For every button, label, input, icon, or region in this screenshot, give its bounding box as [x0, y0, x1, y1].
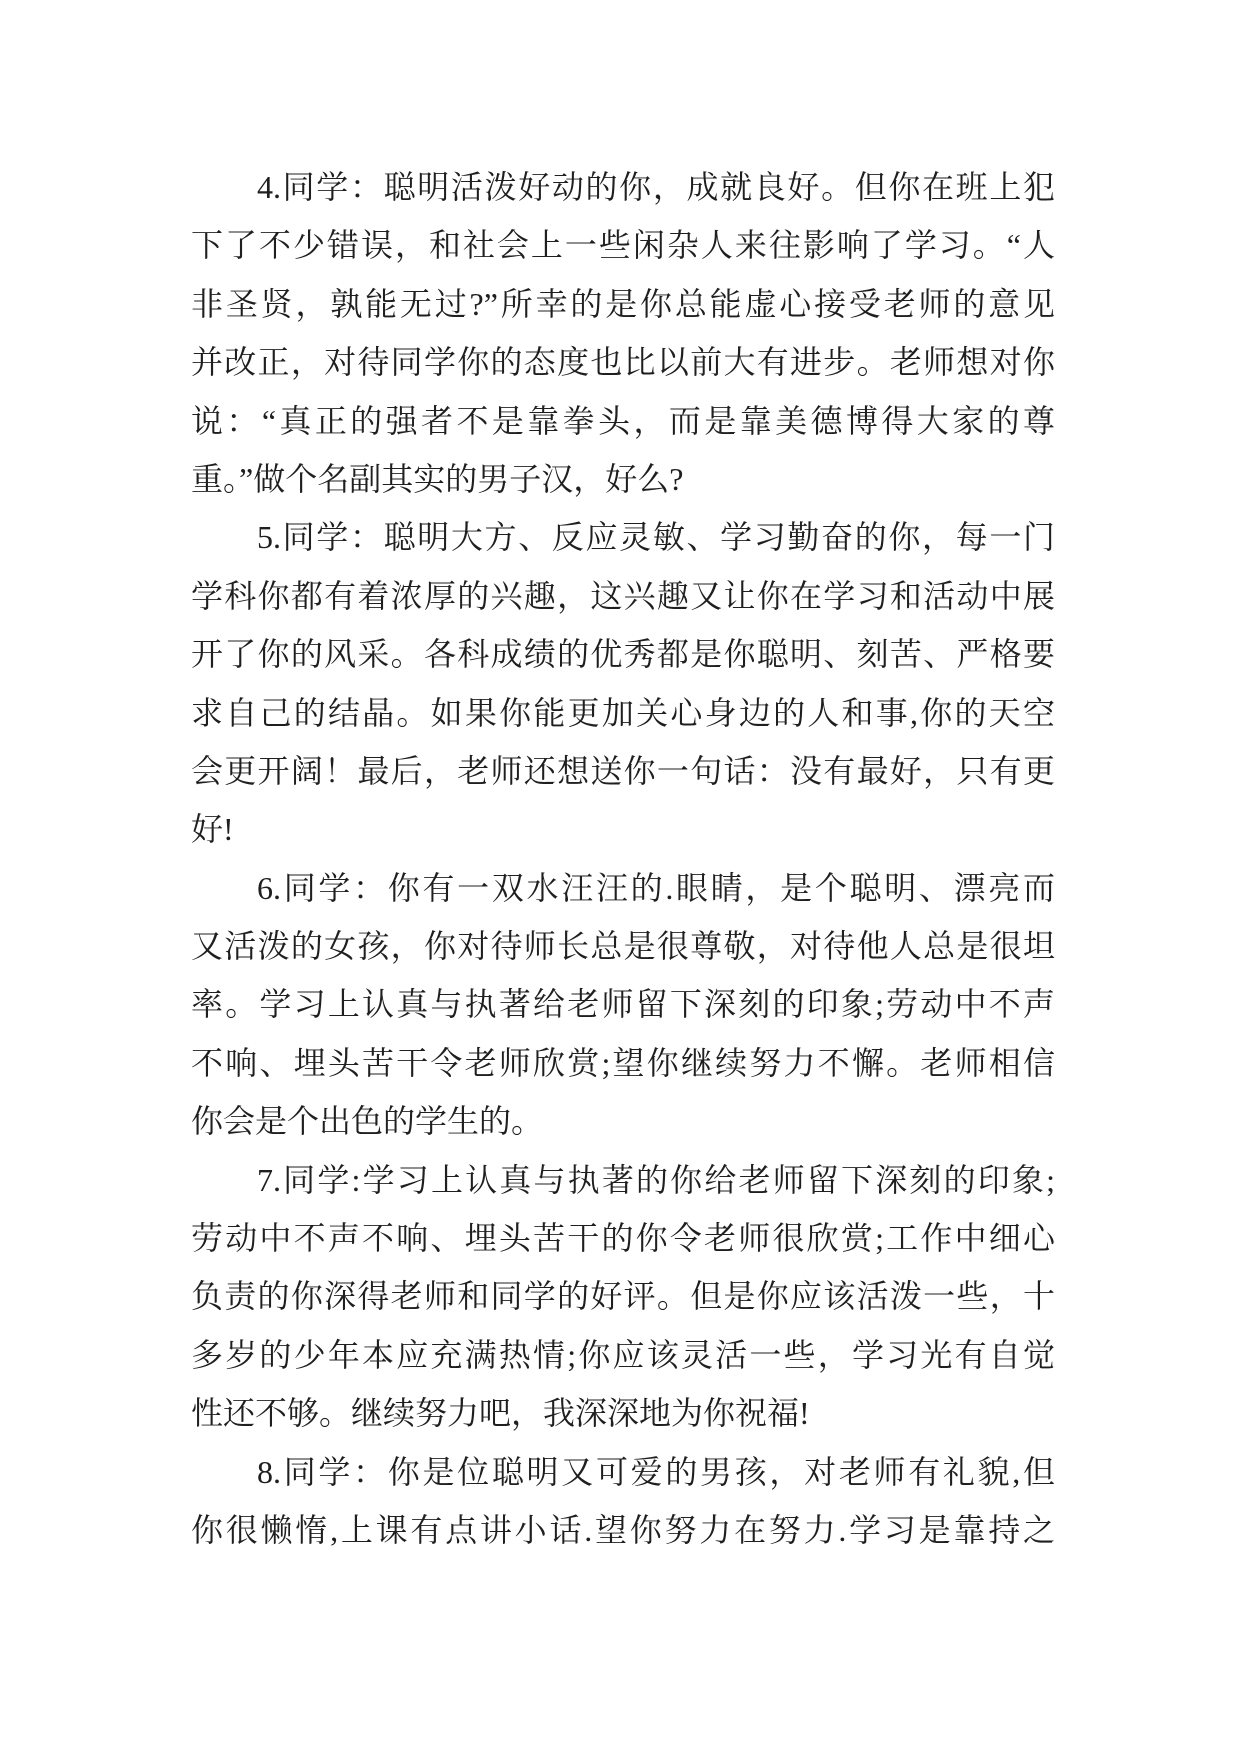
text-line: 会更开阔！最后，老师还想送你一句话：没有最好，只有更 [191, 752, 1055, 789]
text-line: 好! [191, 811, 234, 848]
text-line: 性还不够。继续努力吧，我深深地为你祝福! [191, 1395, 810, 1432]
text-line: 非圣贤，孰能无过?”所幸的是你总能虚心接受老师的意见 [191, 285, 1055, 322]
text-line: 你会是个出色的学生的。 [191, 1103, 544, 1140]
text-line: 率。学习上认真与执著给老师留下深刻的印象;劳动中不声 [191, 986, 1055, 1023]
text-line: 下了不少错误，和社会上一些闲杂人来往影响了学习。“人 [191, 227, 1055, 264]
text-line: 多岁的少年本应充满热情;你应该灵活一些，学习光有自觉 [191, 1336, 1055, 1373]
text-line: 说：“真正的强者不是靠拳头，而是靠美德博得大家的尊 [191, 402, 1055, 439]
paragraph-6 [191, 859, 1055, 1151]
text-line: 求自己的结晶。如果你能更加关心身边的人和事,你的天空 [191, 694, 1055, 731]
text-line: 5.同学：聪明大方、反应灵敏、学习勤奋的你，每一门 [257, 519, 1055, 556]
paragraph-8 [191, 1443, 1055, 1560]
text-line: 重。”做个名副其实的男子汉，好么? [191, 460, 684, 497]
text-line: 不响、埋头苦干令老师欣赏;望你继续努力不懈。老师相信 [191, 1044, 1055, 1081]
paragraph-4 [191, 158, 1055, 508]
text-line: 并改正，对待同学你的态度也比以前大有进步。老师想对你 [191, 344, 1055, 381]
text-line: 6.同学：你有一双水汪汪的.眼睛，是个聪明、漂亮而 [257, 869, 1055, 906]
paragraph-5 [191, 508, 1055, 858]
text-line: 又活泼的女孩，你对待师长总是很尊敬，对待他人总是很坦 [191, 928, 1055, 965]
text-line: 劳动中不声不响、埋头苦干的你令老师很欣赏;工作中细心 [191, 1220, 1055, 1257]
paragraph-7 [191, 1151, 1055, 1443]
text-line: 负责的你深得老师和同学的好评。但是你应该活泼一些，十 [191, 1278, 1055, 1315]
text-line: 你很懒惰,上课有点讲小话.望你努力在努力.学习是靠持之 [191, 1511, 1055, 1548]
text-line: 7.同学:学习上认真与执著的你给老师留下深刻的印象; [257, 1161, 1055, 1198]
text-line: 开了你的风采。各科成绩的优秀都是你聪明、刻苦、严格要 [191, 636, 1055, 673]
text-line: 4.同学：聪明活泼好动的你，成就良好。但你在班上犯 [257, 169, 1055, 205]
document-body [191, 158, 1055, 1559]
text-line: 学科你都有着浓厚的兴趣，这兴趣又让你在学习和活动中展 [191, 577, 1055, 614]
text-line: 8.同学：你是位聪明又可爱的男孩，对老师有礼貌,但 [257, 1453, 1055, 1490]
